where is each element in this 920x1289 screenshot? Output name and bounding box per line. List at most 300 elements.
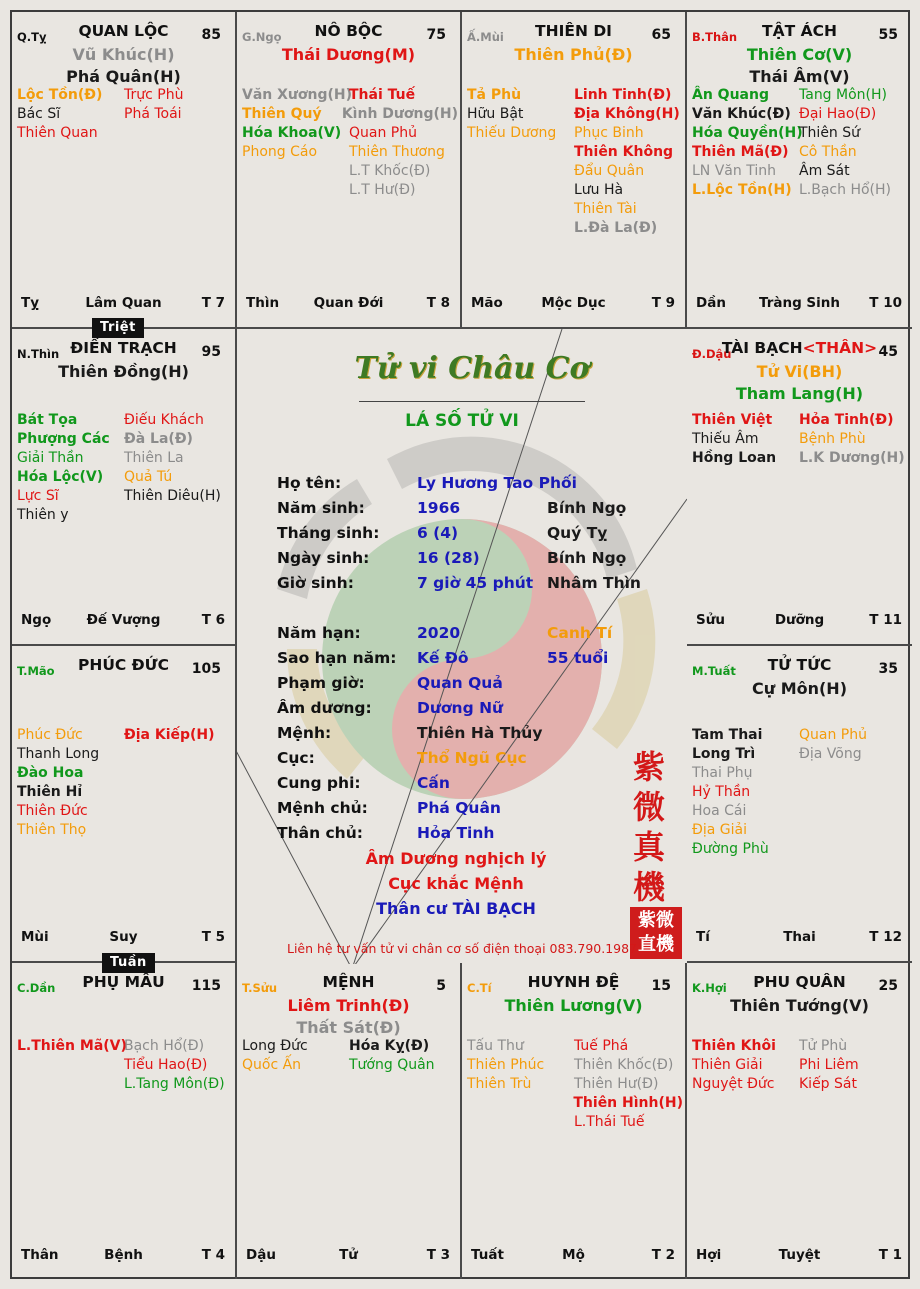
palace-footer (687, 295, 912, 313)
info-value: Dương Nữ (417, 699, 504, 717)
main-star: Thiên Lương(V) (504, 996, 643, 1015)
minor-row (692, 411, 910, 430)
logo: Tử vi Châu Cơ (354, 351, 590, 386)
main-star: Thái Dương(M) (281, 45, 416, 64)
palace-branch: Tuất (471, 1247, 504, 1263)
minor-star: Phúc Đức (17, 727, 83, 743)
info-row (277, 749, 677, 773)
minor-star: Quan Phủ (799, 727, 867, 743)
main-star: Thiên Phủ(Đ) (514, 45, 633, 64)
minor-row (17, 1037, 233, 1056)
minor-star: L.Thiên Mã(V) (17, 1038, 127, 1054)
minor-star: Thái Tuế (349, 87, 416, 103)
minor-row (17, 506, 233, 525)
palace-stage: Dưỡng (774, 612, 825, 628)
minor-row (467, 1037, 683, 1056)
palace-name: HUYNH ĐỆ (527, 973, 620, 991)
minor-star: Lực Sĩ (17, 488, 59, 504)
minor-stars (692, 411, 910, 468)
main-star: Phá Quân(H) (66, 67, 181, 86)
minor-row (242, 105, 458, 124)
minor-star: Tuế Phá (574, 1038, 629, 1054)
contact-line: Liên hệ tư vấn tử vi chân cơ số điện thoại 083.790.1987 (286, 941, 638, 956)
minor-star (467, 200, 574, 219)
minor-star: Đẩu Quân (574, 163, 645, 179)
minor-stars (692, 726, 910, 859)
minor-star: Văn Xương(H) (242, 87, 353, 103)
minor-star: L.Đà La(Đ) (574, 220, 658, 236)
center-note: Cục khắc Mệnh (388, 874, 524, 893)
palace-name: ĐIỀN TRẠCH (70, 339, 177, 357)
palace-stage: Tuyệt (778, 1247, 821, 1263)
palace-age: 85 (201, 27, 221, 43)
info-label: Năm sinh: (277, 499, 365, 517)
palace-menh[interactable] (237, 963, 462, 1279)
info-label: Mệnh chủ: (277, 799, 368, 817)
palace-branch: Dần (696, 295, 726, 311)
palace-footer (12, 612, 235, 630)
palace-header (12, 339, 235, 359)
palace-can-chi: K.Hợi (692, 981, 727, 995)
minor-row (17, 726, 233, 745)
info-label: Ngày sinh: (277, 549, 370, 567)
info-value: 7 giờ 45 phút (417, 574, 534, 592)
minor-star: Thiên Không (574, 144, 674, 160)
palace-no-boc[interactable] (237, 12, 462, 329)
main-star: Thái Âm(V) (749, 67, 850, 86)
info-row (277, 524, 677, 548)
palace-age: 35 (878, 661, 898, 677)
minor-star: Thai Phụ (692, 765, 753, 781)
minor-star: Thiếu Âm (692, 431, 759, 447)
minor-row (17, 802, 233, 821)
palace-name: TÀI BẠCH<THÂN> (721, 339, 878, 357)
minor-star: Đại Hao(Đ) (799, 106, 877, 122)
minor-star: Tướng Quân (349, 1057, 435, 1073)
minor-row (17, 783, 233, 802)
palace-name: TỬ TỨC (767, 656, 832, 674)
tuan-tag: Tuần (102, 953, 155, 973)
minor-star: Thiên Việt (692, 412, 773, 428)
minor-stars (17, 86, 233, 143)
info-row (277, 474, 677, 498)
palace-footer (237, 1247, 460, 1265)
info-label: Cung phi: (277, 774, 361, 792)
palace-header (462, 22, 685, 42)
palace-phu-quan[interactable] (687, 963, 912, 1279)
palace-header (237, 22, 460, 42)
main-stars (687, 678, 912, 700)
palace-decade: T 4 (201, 1247, 225, 1263)
palace-branch: Ngọ (21, 612, 52, 628)
info-label: Họ tên: (277, 474, 342, 492)
main-star: Tham Lang(H) (735, 384, 864, 403)
main-star: Thiên Cơ(V) (746, 45, 853, 64)
info-label: Thân chủ: (277, 824, 363, 842)
minor-star: Thiên Tài (574, 201, 637, 217)
palace-name: PHU QUÂN (753, 973, 846, 991)
palace-decade: T 6 (201, 612, 225, 628)
main-star: Thiên Tướng(V) (730, 996, 869, 1015)
minor-row (467, 181, 683, 200)
palace-footer (12, 1247, 235, 1265)
minor-stars (692, 1037, 910, 1094)
minor-row (692, 745, 910, 764)
minor-star: Kình Dương(H) (341, 106, 458, 122)
info-value: Hỏa Tinh (417, 824, 495, 842)
minor-star: Thiên y (17, 507, 69, 523)
minor-star: L.Bạch Hổ(H) (799, 182, 891, 198)
main-stars (462, 44, 685, 66)
palace-tu-tuc[interactable] (687, 646, 912, 963)
palace-decade: T 9 (651, 295, 675, 311)
palace-header (462, 973, 685, 993)
minor-star: Bạch Hổ(Đ) (124, 1038, 205, 1054)
seal-stamp: 紫微 直機 (630, 907, 682, 959)
minor-star: Thiên Sứ (799, 125, 861, 141)
info-row (277, 649, 677, 673)
minor-star (467, 143, 574, 162)
minor-star (467, 1094, 573, 1113)
minor-row (242, 86, 458, 105)
minor-row (242, 124, 458, 143)
palace-footer (687, 1247, 912, 1265)
palace-stage: Lâm Quan (85, 295, 162, 311)
tuvi-chart-board (10, 10, 910, 1279)
info-row (277, 824, 677, 848)
minor-star: Hồng Loan (692, 450, 777, 466)
minor-row (692, 840, 910, 859)
minor-star: L.T Hư(Đ) (349, 182, 416, 198)
palace-footer (687, 612, 912, 630)
minor-row (17, 449, 233, 468)
seal-char: 紫 (632, 748, 665, 786)
minor-stars (467, 86, 683, 238)
minor-row (467, 162, 683, 181)
palace-decade: T 12 (869, 929, 902, 945)
minor-star: Trực Phù (124, 87, 184, 103)
info-row (277, 699, 677, 723)
minor-star: L.Tang Môn(Đ) (124, 1076, 225, 1092)
palace-footer (12, 295, 235, 313)
palace-age: 65 (651, 27, 671, 43)
minor-row (692, 821, 910, 840)
minor-star (242, 181, 349, 200)
chart-title: LÁ SỐ TỬ VI (405, 411, 519, 431)
minor-star: Hỏa Tinh(Đ) (799, 412, 894, 428)
palace-header (12, 22, 235, 42)
minor-star: Quốc Ấn (242, 1057, 302, 1073)
palace-header (687, 339, 912, 359)
minor-row (17, 487, 233, 506)
palace-age: 105 (191, 661, 221, 677)
minor-star: Điếu Khách (124, 412, 204, 428)
minor-row (467, 1056, 683, 1075)
minor-star: Đà La(Đ) (124, 431, 193, 447)
minor-star: Âm Sát (799, 163, 850, 179)
minor-star: Bác Sĩ (17, 106, 61, 122)
palace-branch: Sửu (696, 612, 725, 628)
palace-can-chi: Q.Tỵ (17, 30, 47, 44)
palace-stage: Suy (109, 929, 138, 945)
info-value: Kế Đô (417, 649, 469, 667)
palace-can-chi: B.Thân (692, 30, 738, 44)
main-star: Cự Môn(H) (751, 679, 848, 698)
palace-decade: T 8 (426, 295, 450, 311)
palace-age: 95 (201, 344, 221, 360)
minor-row (692, 1056, 910, 1075)
main-stars (687, 995, 912, 1017)
info-value-2: Bính Ngọ (547, 549, 627, 567)
center-note: Thân cư TÀI BẠCH (376, 899, 536, 918)
minor-stars (242, 1037, 458, 1075)
seal-characters (629, 747, 669, 907)
palace-huynh-de[interactable] (462, 963, 687, 1279)
palace-branch: Thân (21, 1247, 59, 1263)
palace-stage: Đế Vượng (86, 612, 161, 628)
minor-row (692, 105, 910, 124)
minor-row (242, 181, 458, 200)
minor-star: Phong Cáo (242, 144, 318, 160)
minor-star: Lưu Hà (574, 182, 624, 198)
minor-star: Nguyệt Đức (692, 1076, 775, 1092)
info-row (277, 499, 677, 523)
info-value-2: Nhâm Thìn (547, 574, 641, 592)
info-value: 2020 (417, 624, 461, 642)
info-row (277, 574, 677, 598)
minor-star: Thiên Mã(Đ) (692, 144, 789, 160)
palace-footer (12, 929, 235, 947)
palace-header (687, 656, 912, 676)
minor-star: Địa Không(H) (574, 106, 680, 122)
minor-star: Hóa Lộc(V) (17, 469, 104, 485)
main-star: Liêm Trinh(Đ) (287, 996, 410, 1015)
palace-stage: Mộ (562, 1247, 585, 1263)
minor-star: LN Văn Tinh (692, 163, 776, 179)
palace-decade: T 5 (201, 929, 225, 945)
minor-star: Long Đức (242, 1038, 308, 1054)
palace-can-chi: N.Thìn (17, 347, 60, 361)
palace-tai-bach[interactable] (687, 329, 912, 646)
palace-branch: Thìn (246, 295, 280, 311)
minor-star: Ân Quang (692, 87, 769, 103)
info-value: 1966 (417, 499, 461, 517)
seal-char: 機 (632, 868, 665, 906)
palace-name: NÔ BỘC (314, 22, 383, 40)
minor-stars (17, 1037, 233, 1094)
minor-row (692, 1037, 910, 1056)
minor-star: Thiên Giải (692, 1057, 763, 1073)
center-panel (237, 329, 687, 964)
minor-star: Linh Tinh(Đ) (574, 87, 672, 103)
minor-star: Tam Thai (692, 727, 763, 743)
palace-age: 55 (878, 27, 898, 43)
info-value: Cấn (417, 774, 450, 792)
minor-row (467, 105, 683, 124)
minor-row (692, 430, 910, 449)
minor-stars (692, 86, 910, 200)
info-row (277, 624, 677, 648)
minor-star: Thiên Quý (242, 106, 322, 122)
palace-age: 5 (436, 978, 446, 994)
minor-row (692, 783, 910, 802)
info-row (277, 674, 677, 698)
minor-row (692, 449, 910, 468)
minor-row (17, 1056, 233, 1075)
minor-star: Tử Phù (799, 1038, 848, 1054)
palace-footer (462, 1247, 685, 1265)
main-star: Vũ Khúc(H) (72, 45, 175, 64)
palace-can-chi: T.Mão (17, 664, 55, 678)
minor-row (17, 86, 233, 105)
seal-char: 微 (632, 788, 665, 826)
minor-star: Thiên Hỉ (17, 784, 83, 800)
minor-star: Cô Thần (799, 144, 857, 160)
palace-phuc-duc[interactable] (12, 646, 237, 963)
minor-star: Quả Tú (124, 469, 173, 485)
minor-row (467, 1075, 683, 1094)
info-value: 6 (4) (417, 524, 459, 542)
minor-star: Long Trì (692, 746, 756, 762)
palace-quan-loc[interactable] (12, 12, 237, 329)
palace-branch: Tí (696, 929, 710, 945)
minor-star: Đường Phù (692, 841, 769, 857)
main-stars (12, 361, 235, 383)
minor-star: Hữu Bật (467, 106, 524, 122)
main-stars (687, 361, 912, 405)
minor-star: Địa Võng (799, 746, 862, 762)
minor-star (17, 1075, 124, 1094)
minor-row (242, 1056, 458, 1075)
triet-tag: Triệt (92, 318, 144, 338)
palace-decade: T 2 (651, 1247, 675, 1263)
palace-decade: T 1 (878, 1247, 902, 1263)
palace-branch: Tỵ (21, 295, 40, 311)
minor-star: Thiên Thọ (17, 822, 87, 838)
info-label: Cục: (277, 749, 315, 767)
minor-star (467, 162, 574, 181)
palace-age: 45 (878, 344, 898, 360)
minor-stars (17, 411, 233, 525)
minor-star: Hóa Kỵ(Đ) (349, 1038, 430, 1054)
minor-star (467, 181, 574, 200)
palace-can-chi: C.Tí (467, 981, 492, 995)
palace-decade: T 7 (201, 295, 225, 311)
minor-star: Thiên Thương (349, 144, 445, 160)
info-label: Phạm giờ: (277, 674, 365, 692)
minor-row (17, 124, 233, 143)
palace-name: QUAN LỘC (78, 22, 169, 40)
info-row (277, 774, 677, 798)
info-value: Thiên Hà Thủy (417, 724, 543, 742)
minor-star: Hóa Quyền(H) (692, 125, 803, 141)
minor-star: Phục Binh (574, 125, 644, 141)
palace-age: 75 (426, 27, 446, 43)
minor-star: Thiên Diêu(H) (124, 488, 221, 504)
palace-stage: Tràng Sinh (758, 295, 841, 311)
main-star: Thất Sát(Đ) (296, 1018, 401, 1037)
palace-name: MỆNH (322, 973, 375, 991)
palace-can-chi: Đ.Dậu (692, 347, 732, 361)
minor-row (692, 162, 910, 181)
minor-star: Tang Môn(H) (799, 87, 887, 103)
minor-star: Văn Khúc(Đ) (692, 106, 791, 122)
palace-header (12, 973, 235, 993)
minor-stars (467, 1037, 683, 1132)
minor-star: Thiên Trù (467, 1076, 532, 1092)
minor-star: Hoa Cái (692, 803, 747, 819)
minor-row (467, 1113, 683, 1132)
palace-age: 25 (878, 978, 898, 994)
center-note: Âm Dương nghịch lý (365, 849, 547, 868)
info-label: Sao hạn năm: (277, 649, 397, 667)
info-value: Phá Quân (417, 799, 501, 817)
palace-header (12, 656, 235, 676)
minor-star: Lộc Tồn(Đ) (17, 87, 103, 103)
minor-star: L.T Khốc(Đ) (349, 163, 431, 179)
minor-star: Phi Liêm (799, 1057, 859, 1073)
palace-footer (462, 295, 685, 313)
palace-decade: T 3 (426, 1247, 450, 1263)
minor-row (467, 143, 683, 162)
palace-thien-di[interactable] (462, 12, 687, 329)
palace-dien-trach[interactable] (12, 329, 237, 646)
minor-stars (242, 86, 458, 200)
minor-row (692, 124, 910, 143)
minor-row (467, 86, 683, 105)
minor-star (242, 162, 349, 181)
minor-row (692, 143, 910, 162)
palace-footer (687, 929, 912, 947)
minor-star: L.Lộc Tồn(H) (692, 182, 792, 198)
info-value: Thổ Ngũ Cục (417, 749, 527, 767)
info-value-2: Bính Ngọ (547, 499, 627, 517)
info-label: Giờ sinh: (277, 574, 354, 592)
main-stars (237, 995, 460, 1039)
palace-header (237, 973, 460, 993)
minor-star: Thiên Hình(H) (573, 1095, 683, 1111)
minor-row (17, 411, 233, 430)
info-value: Ly Hương Tao Phối (417, 474, 577, 492)
minor-star: Thiên Khốc(Đ) (574, 1057, 674, 1073)
palace-phu-mau[interactable] (12, 963, 237, 1279)
minor-row (467, 1094, 683, 1113)
minor-row (467, 200, 683, 219)
minor-row (692, 726, 910, 745)
minor-star: Kiếp Sát (799, 1076, 857, 1092)
minor-row (17, 1075, 233, 1094)
minor-row (692, 181, 910, 200)
info-value: 16 (28) (417, 549, 480, 567)
minor-star: Tấu Thư (467, 1038, 524, 1054)
palace-stage: Mộc Dục (541, 295, 606, 311)
minor-star: Thiên Phúc (467, 1057, 545, 1073)
palace-name: PHỤ MẪU (82, 973, 165, 991)
palace-stage: Tử (339, 1247, 358, 1263)
palace-age: 115 (191, 978, 221, 994)
info-label: Tháng sinh: (277, 524, 380, 542)
minor-row (17, 745, 233, 764)
palace-tat-ach[interactable] (687, 12, 912, 329)
minor-star: Giải Thần (17, 450, 84, 466)
minor-star: Đào Hoa (17, 765, 84, 781)
minor-star: Thiên Khôi (692, 1038, 776, 1054)
palace-name: THIÊN DI (535, 22, 612, 40)
info-value-2: Quý Tỵ (547, 524, 608, 542)
palace-can-chi: Ấ.Mùi (467, 30, 504, 44)
minor-star: Hỷ Thần (692, 784, 751, 800)
palace-can-chi: T.Sửu (242, 981, 278, 995)
